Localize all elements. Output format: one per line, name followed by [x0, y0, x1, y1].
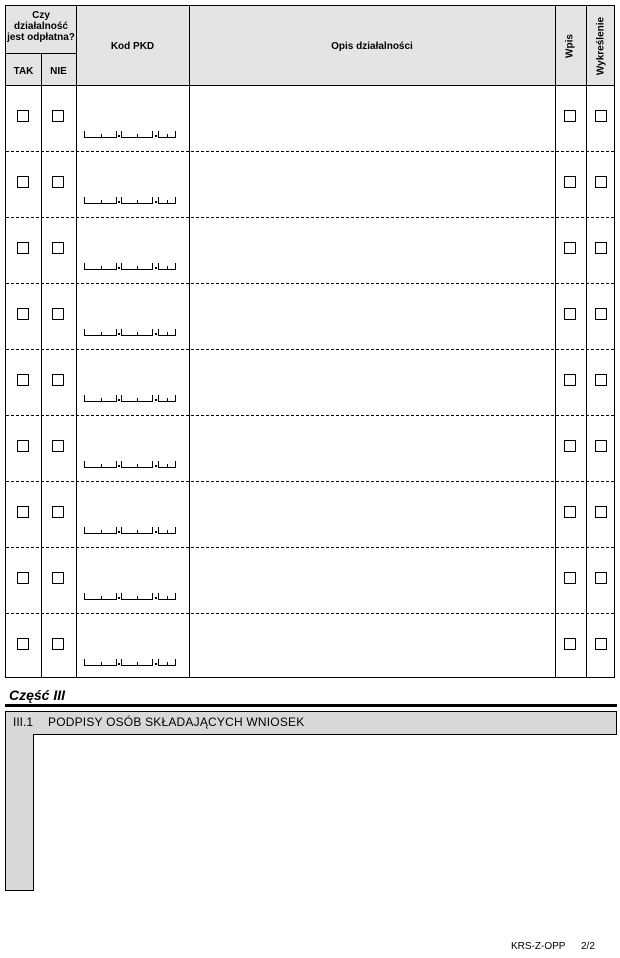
description-field[interactable] — [192, 155, 552, 213]
pkd-dot — [118, 267, 120, 269]
table-row — [6, 349, 614, 415]
page-number: 2/2 — [581, 941, 595, 952]
pkd-digit-group — [121, 395, 153, 402]
pkd-digit-separator — [137, 662, 138, 665]
pkd-digit-separator — [167, 398, 168, 401]
deletion-checkbox[interactable] — [595, 242, 607, 254]
pkd-code-field[interactable] — [84, 131, 178, 139]
pkd-dot — [118, 531, 120, 533]
pkd-digit-group — [158, 461, 176, 468]
table-row — [6, 481, 614, 547]
table-row — [6, 85, 614, 151]
section-rule — [5, 704, 617, 707]
pkd-digit-separator — [137, 530, 138, 533]
description-field[interactable] — [192, 419, 552, 477]
pkd-dot — [155, 333, 157, 335]
pkd-column-header: Kod PKD — [110, 41, 155, 52]
pkd-dot — [118, 399, 120, 401]
pkd-digit-separator — [101, 134, 102, 137]
paid-no-checkbox[interactable] — [52, 176, 64, 188]
deletion-checkbox[interactable] — [595, 506, 607, 518]
pkd-dot — [118, 135, 120, 137]
pkd-digit-separator — [137, 596, 138, 599]
entry-checkbox[interactable] — [564, 572, 576, 584]
pkd-code-field[interactable] — [84, 461, 178, 469]
paid-no-checkbox[interactable] — [52, 110, 64, 122]
pkd-digit-separator — [101, 332, 102, 335]
deletion-checkbox[interactable] — [595, 374, 607, 386]
pkd-code-field[interactable] — [84, 659, 178, 667]
pkd-digit-group — [158, 263, 176, 270]
description-field[interactable] — [192, 617, 552, 675]
paid-no-checkbox[interactable] — [52, 374, 64, 386]
pkd-digit-group — [84, 197, 117, 204]
pkd-digit-separator — [167, 266, 168, 269]
signatures-section — [5, 711, 617, 891]
part-title: Część III — [9, 687, 66, 703]
pkd-code-field[interactable] — [84, 527, 178, 535]
paid-yes-checkbox[interactable] — [17, 638, 29, 650]
no-column-header: NIE — [50, 66, 67, 77]
description-field[interactable] — [192, 485, 552, 543]
paid-no-checkbox[interactable] — [52, 638, 64, 650]
pkd-digit-group — [121, 197, 153, 204]
pkd-digit-separator — [167, 464, 168, 467]
pkd-code-field[interactable] — [84, 197, 178, 205]
description-field[interactable] — [192, 287, 552, 345]
paid-yes-checkbox[interactable] — [17, 176, 29, 188]
table-row — [6, 217, 614, 283]
paid-no-checkbox[interactable] — [52, 440, 64, 452]
paid-yes-checkbox[interactable] — [17, 242, 29, 254]
pkd-code-field[interactable] — [84, 263, 178, 271]
description-field[interactable] — [192, 551, 552, 609]
pkd-digit-group — [121, 527, 153, 534]
pkd-digit-separator — [101, 596, 102, 599]
entry-checkbox[interactable] — [564, 176, 576, 188]
description-field[interactable] — [192, 221, 552, 279]
pkd-digit-group — [121, 263, 153, 270]
pkd-digit-group — [158, 329, 176, 336]
entry-checkbox[interactable] — [564, 638, 576, 650]
pkd-dot — [155, 267, 157, 269]
pkd-dot — [155, 201, 157, 203]
pkd-dot — [155, 135, 157, 137]
pkd-digit-group — [84, 527, 117, 534]
pkd-digit-separator — [101, 398, 102, 401]
table-row — [6, 547, 614, 613]
paid-no-checkbox[interactable] — [52, 308, 64, 320]
deletion-checkbox[interactable] — [595, 638, 607, 650]
pkd-digit-separator — [101, 200, 102, 203]
section-title: PODPISY OSÓB SKŁADAJĄCYCH WNIOSEK — [48, 715, 305, 729]
entry-checkbox[interactable] — [564, 242, 576, 254]
pkd-digit-separator — [137, 266, 138, 269]
description-column-header: Opis działalności — [331, 41, 413, 52]
pkd-code-field[interactable] — [84, 329, 178, 337]
pkd-digit-separator — [137, 398, 138, 401]
pkd-digit-group — [158, 395, 176, 402]
table-row — [6, 151, 614, 217]
paid-no-checkbox[interactable] — [52, 242, 64, 254]
pkd-dot — [155, 399, 157, 401]
pkd-digit-group — [84, 263, 117, 270]
paid-yes-checkbox[interactable] — [17, 308, 29, 320]
pkd-digit-separator — [137, 464, 138, 467]
pkd-digit-group — [158, 131, 176, 138]
divider — [6, 53, 76, 54]
pkd-digit-group — [121, 659, 153, 666]
entry-checkbox[interactable] — [564, 374, 576, 386]
entry-column-header: Wpis — [564, 34, 576, 58]
pkd-digit-separator — [137, 134, 138, 137]
pkd-digit-group — [121, 461, 153, 468]
pkd-code-field[interactable] — [84, 395, 178, 403]
pkd-digit-separator — [101, 464, 102, 467]
pkd-digit-separator — [137, 332, 138, 335]
pkd-digit-group — [158, 593, 176, 600]
paid-yes-checkbox[interactable] — [17, 572, 29, 584]
pkd-digit-separator — [167, 332, 168, 335]
pkd-digit-group — [121, 131, 153, 138]
yes-column-header: TAK — [13, 66, 34, 77]
pkd-digit-group — [121, 593, 153, 600]
deletion-checkbox[interactable] — [595, 308, 607, 320]
pkd-digit-separator — [167, 200, 168, 203]
pkd-dot — [155, 597, 157, 599]
pkd-digit-group — [158, 659, 176, 666]
paid-no-checkbox[interactable] — [52, 572, 64, 584]
pkd-digit-group — [84, 329, 117, 336]
entry-checkbox[interactable] — [564, 506, 576, 518]
pkd-digit-separator — [167, 596, 168, 599]
pkd-code-field[interactable] — [84, 593, 178, 601]
pkd-dot — [118, 597, 120, 599]
pkd-dot — [118, 333, 120, 335]
paid-question-header: Czy działalność jest odpłatna? — [7, 10, 75, 43]
signatures-field[interactable] — [33, 734, 617, 891]
deletion-checkbox[interactable] — [595, 440, 607, 452]
pkd-dot — [118, 465, 120, 467]
paid-yes-checkbox[interactable] — [17, 506, 29, 518]
pkd-dot — [118, 201, 120, 203]
pkd-digit-separator — [167, 134, 168, 137]
pkd-digit-separator — [167, 530, 168, 533]
entry-checkbox[interactable] — [564, 110, 576, 122]
paid-yes-checkbox[interactable] — [17, 374, 29, 386]
entry-checkbox[interactable] — [564, 308, 576, 320]
deletion-column-header: Wykreślenie — [595, 16, 607, 76]
pkd-digit-separator — [137, 200, 138, 203]
pkd-dot — [155, 663, 157, 665]
section-number: III.1 — [13, 715, 34, 729]
pkd-digit-separator — [101, 266, 102, 269]
pkd-digit-separator — [167, 662, 168, 665]
activity-table — [5, 5, 615, 678]
table-row — [6, 415, 614, 481]
pkd-dot — [118, 663, 120, 665]
pkd-digit-separator — [101, 530, 102, 533]
table-row — [6, 613, 614, 679]
pkd-digit-group — [84, 659, 117, 666]
form-code: KRS-Z-OPP — [511, 941, 566, 952]
paid-yes-checkbox[interactable] — [17, 440, 29, 452]
pkd-digit-group — [158, 527, 176, 534]
pkd-digit-group — [121, 329, 153, 336]
deletion-checkbox[interactable] — [595, 176, 607, 188]
pkd-dot — [155, 531, 157, 533]
pkd-digit-group — [84, 593, 117, 600]
pkd-digit-group — [84, 461, 117, 468]
description-field[interactable] — [192, 353, 552, 411]
deletion-checkbox[interactable] — [595, 110, 607, 122]
description-field[interactable] — [192, 89, 552, 147]
pkd-dot — [155, 465, 157, 467]
pkd-digit-group — [84, 395, 117, 402]
table-row — [6, 283, 614, 349]
paid-no-checkbox[interactable] — [52, 506, 64, 518]
pkd-digit-group — [84, 131, 117, 138]
deletion-checkbox[interactable] — [595, 572, 607, 584]
pkd-digit-separator — [101, 662, 102, 665]
entry-checkbox[interactable] — [564, 440, 576, 452]
paid-yes-checkbox[interactable] — [17, 110, 29, 122]
pkd-digit-group — [158, 197, 176, 204]
